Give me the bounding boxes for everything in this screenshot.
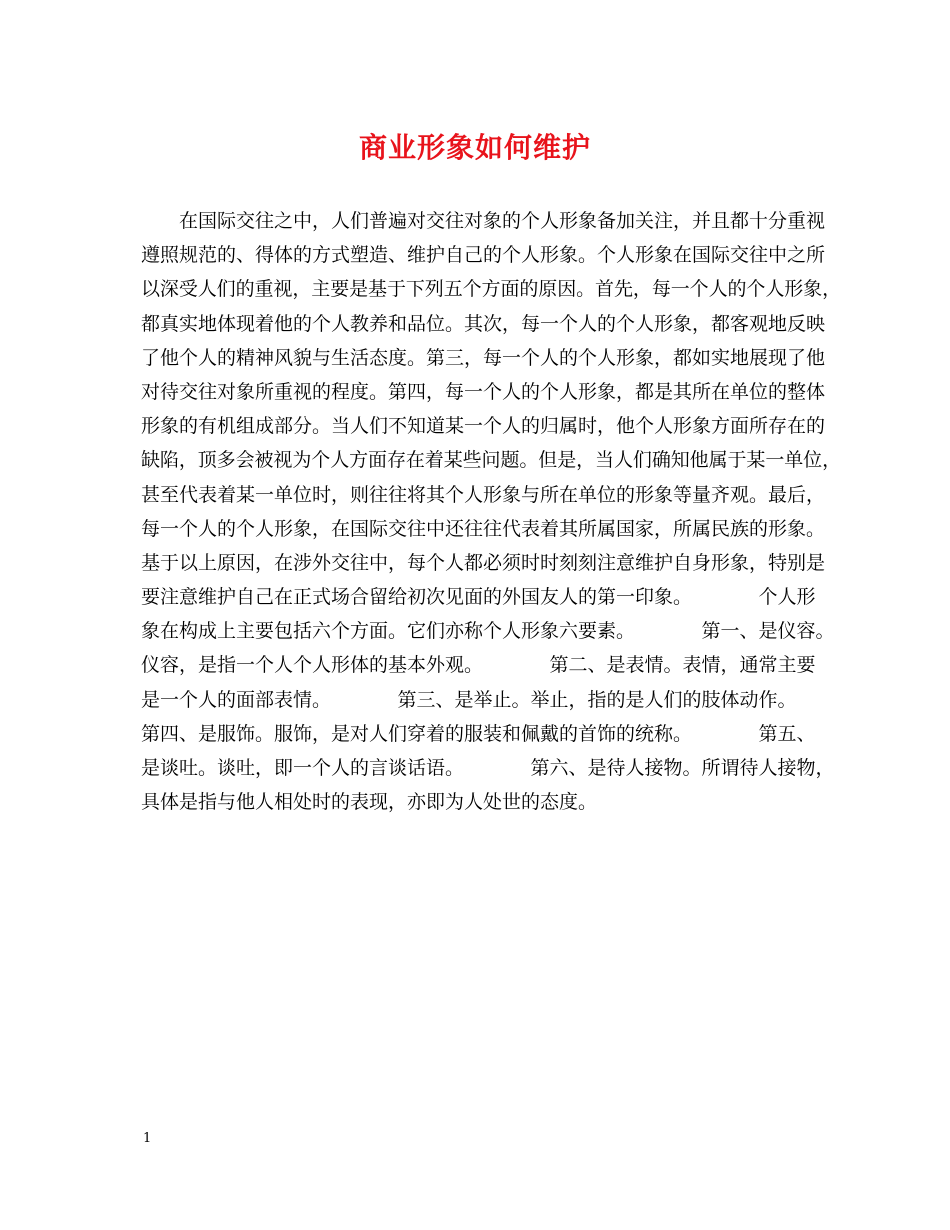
body-line: 形象的有机组成部分。当人们不知道某一个人的归属时，他个人形象方面所存在的 [141,415,826,438]
body-line: 是一个人的面部表情。 第三、是举止。举止，指的是人们的肢体动作。 [141,688,797,711]
body-line: 遵照规范的、得体的方式塑造、维护自己的个人形象。个人形象在国际交往中之所 [141,244,826,267]
body-line: 要注意维护自己在正式场合留给初次见面的外国友人的第一印象。 个人形 [141,586,816,609]
body-line: 在国际交往之中，人们普遍对交往对象的个人形象备加关注，并且都十分重视 [179,210,826,232]
body-line: 甚至代表着某一单位时，则往往将其个人形象与所在单位的形象等量齐观。最后， [141,483,826,506]
page-number: 1 [143,1131,152,1146]
body-line: 每一个人的个人形象，在国际交往中还往往代表着其所属国家，所属民族的形象。 [141,517,826,540]
body-line: 第四、是服饰。服饰，是对人们穿着的服装和佩戴的首饰的统称。 第五、 [141,722,816,745]
body-line: 了他个人的精神风貌与生活态度。第三，每一个人的个人形象，都如实地展现了他 [141,346,826,369]
body-line: 仪容，是指一个人个人形体的基本外观。 第二、是表情。表情，通常主要 [141,654,816,677]
document-body [141,204,841,819]
body-line: 都真实地体现着他的个人教养和品位。其次，每一个人的个人形象，都客观地反映 [141,312,826,335]
body-line: 象在构成上主要包括六个方面。它们亦称个人形象六要素。 第一、是仪容。 [141,620,835,643]
body-line: 是谈吐。谈吐，即一个人的言谈话语。 第六、是待人接物。所谓待人接物， [141,757,835,779]
body-line: 具体是指与他人相处时的表现，亦即为人处世的态度。 [141,791,598,814]
body-line: 缺陷，顶多会被视为个人方面存在着某些问题。但是，当人们确知他属于某一单位， [141,449,842,472]
body-line: 以深受人们的重视，主要是基于下列五个方面的原因。首先，每一个人的个人形象， [141,278,842,301]
body-line: 对待交往对象所重视的程度。第四，每一个人的个人形象，都是其所在单位的整体 [141,380,826,403]
document-title: 商业形象如何维护 [358,131,591,164]
body-line: 基于以上原因，在涉外交往中，每个人都必须时时刻刻注意维护自身形象，特别是 [141,551,826,574]
